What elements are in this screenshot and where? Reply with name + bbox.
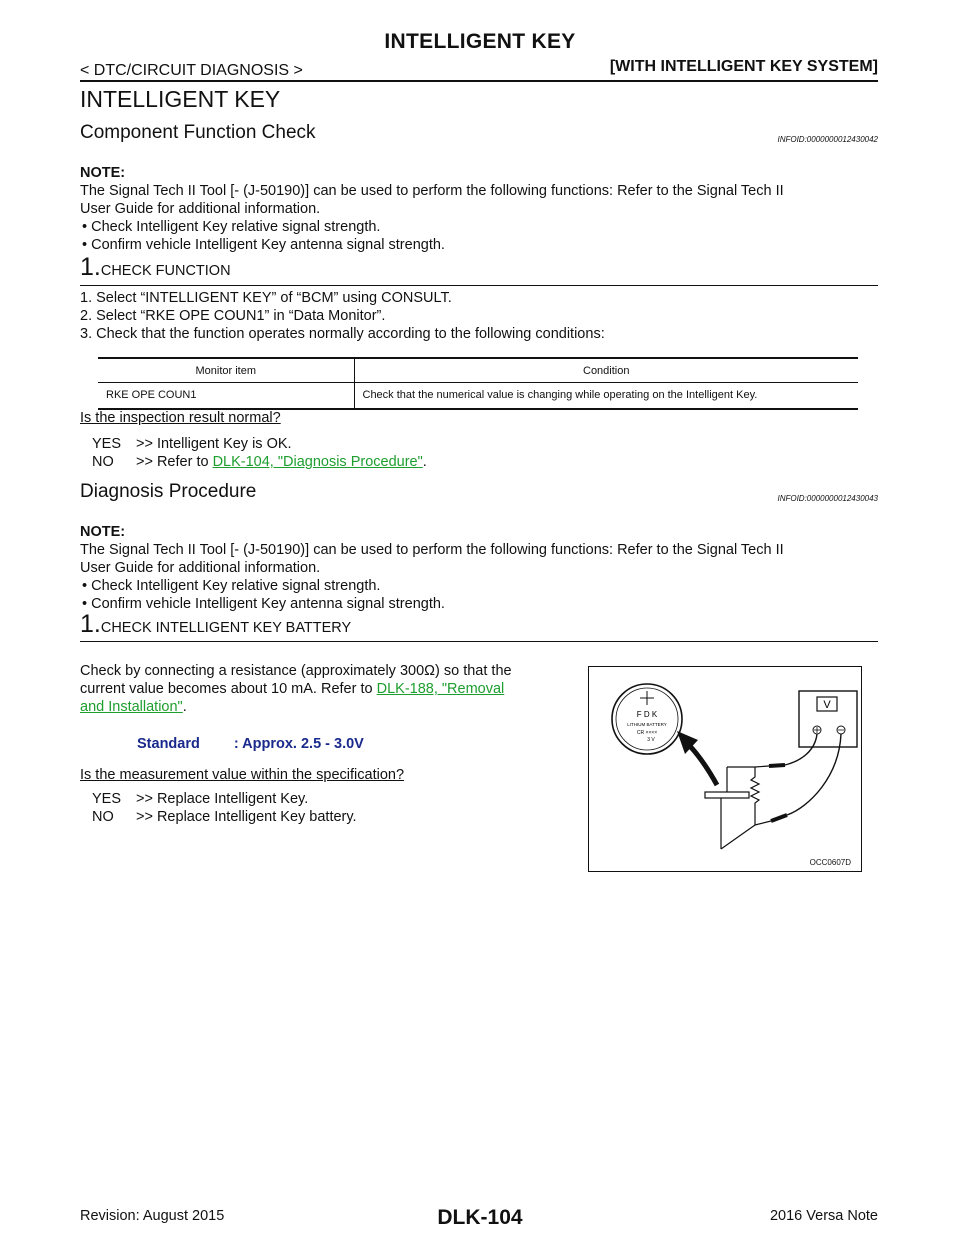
cfc-step-divider [80,285,878,286]
dp-check-line-3 [80,698,580,716]
dp-yes-key: YES [92,791,122,807]
dp-step-divider [80,641,878,642]
footer-page-number: DLK-104 [437,1206,523,1229]
dp-check-line-1: Check by connecting a resistance (approximately 300Ω) so that the [80,663,512,679]
table-header-row [98,358,858,383]
section-title: INTELLIGENT KEY [80,86,281,112]
dp-step-heading [80,610,878,639]
dp-note-line-1: The Signal Tech II Tool [- (J-50190)] can be used to perform the following functions: Refer to the Signal Tech II [80,542,784,558]
lithium-battery [612,684,682,754]
cfc-bullet-2: • Confirm vehicle Intelligent Key antenna signal strength. [82,237,445,253]
standard-spec [137,736,364,752]
dp-check-text [80,662,580,716]
page-header-title: INTELLIGENT KEY [384,30,576,53]
dp-step-number: 1. [80,610,101,638]
link-removal-installation-cont[interactable]: and Installation" [80,699,183,715]
cfc-step-label: CHECK FUNCTION [100,263,231,279]
figure-caption: OCC0607D [809,858,851,867]
dp-check-line-2-prefix: current value becomes about 10 mA. Refer to [80,681,377,697]
cfc-item-1: 1. Select “INTELLIGENT KEY” of “BCM” using CONSULT. [80,290,452,306]
battery-type-text: LITHIUM BATTERY [627,722,667,727]
dp-answers [92,790,357,826]
dp-bullet-1: • Check Intelligent Key relative signal strength. [82,578,381,594]
diagnosis-procedure-title: Diagnosis Procedure [80,481,257,502]
dp-note-label: NOTE: [80,524,126,540]
dp-bullet-2: • Confirm vehicle Intelligent Key antenna signal strength. [82,596,445,612]
dp-answer-yes [92,790,357,808]
monitor-table [98,357,858,410]
cfc-no-key: NO [92,454,114,470]
cfc-yes-key: YES [92,436,122,452]
dp-info-id: INFOID:0000000012430043 [777,494,878,503]
dp-step-label: CHECK INTELLIGENT KEY BATTERY [100,620,352,636]
cfc-step-number: 1. [80,253,101,281]
cfc-answer-yes [92,435,427,453]
dp-link-suffix: . [182,699,187,715]
cfc-item-3: 3. Check that the function operates normally according to the following conditions: [80,326,605,342]
voltmeter-label: V [823,699,831,711]
table-cell-monitor-item: RKE OPE COUN1 [98,383,354,410]
dp-note-line-2: User Guide for additional information. [80,560,321,576]
cfc-note [80,164,880,254]
cfc-question: Is the inspection result normal? [80,410,281,426]
link-diagnosis-procedure[interactable]: DLK-104, "Diagnosis Procedure" [212,454,423,470]
table-cell-condition: Check that the numerical value is changing while operating on the Intelligent Key. [354,383,858,410]
table-header-monitor-item: Monitor item [98,358,354,383]
footer-revision: Revision: August 2015 [80,1208,225,1224]
table-header-condition: Condition [354,358,858,383]
cfc-instructions [80,289,880,343]
battery-side-view [705,792,749,798]
cfc-item-2: 2. Select “RKE OPE COUN1” in “Data Monitor”. [80,308,386,324]
cfc-note-line-2: User Guide for additional information. [80,201,321,217]
dp-no-key: NO [92,809,114,825]
dp-check-line-2 [80,680,580,698]
battery-brand-text: F D K [636,710,658,719]
standard-value: : Approx. 2.5 - 3.0V [233,736,364,752]
battery-model-text: CR ×××× [636,730,658,736]
cfc-info-id: INFOID:0000000012430042 [777,135,878,144]
cfc-no-suffix: . [422,454,427,470]
link-removal-installation[interactable]: DLK-188, "Removal [376,681,505,697]
battery-circuit-illustration [589,667,863,873]
header-breadcrumb: < DTC/CIRCUIT DIAGNOSIS > [80,62,303,79]
component-function-check-title: Component Function Check [80,122,316,143]
voltmeter [799,691,857,747]
footer-model: 2016 Versa Note [769,1208,878,1224]
cfc-answer-no [92,453,427,471]
arrow-icon [677,731,717,785]
dp-question: Is the measurement value within the specification? [80,767,405,783]
cfc-answers [92,435,427,471]
dp-answer-no [92,808,357,826]
cfc-note-label: NOTE: [80,165,126,181]
table-row [98,383,858,410]
dp-no-text: >> Replace Intelligent Key battery. [136,809,357,825]
dp-yes-text: >> Replace Intelligent Key. [136,791,309,807]
cfc-note-line-1: The Signal Tech II Tool [- (J-50190)] can be used to perform the following functions: Refer to the Signal Tech II [80,183,784,199]
battery-measurement-figure [588,666,862,872]
standard-label: Standard [137,736,200,752]
cfc-yes-text: >> Intelligent Key is OK. [136,436,292,452]
cfc-step-heading [80,253,878,282]
header-system-label: [WITH INTELLIGENT KEY SYSTEM] [609,58,878,75]
cfc-no-prefix: >> Refer to [136,454,213,470]
battery-voltage-text: 3 V [647,737,655,743]
cfc-bullet-1: • Check Intelligent Key relative signal strength. [82,219,381,235]
header-divider [80,80,878,82]
dp-note [80,523,880,613]
